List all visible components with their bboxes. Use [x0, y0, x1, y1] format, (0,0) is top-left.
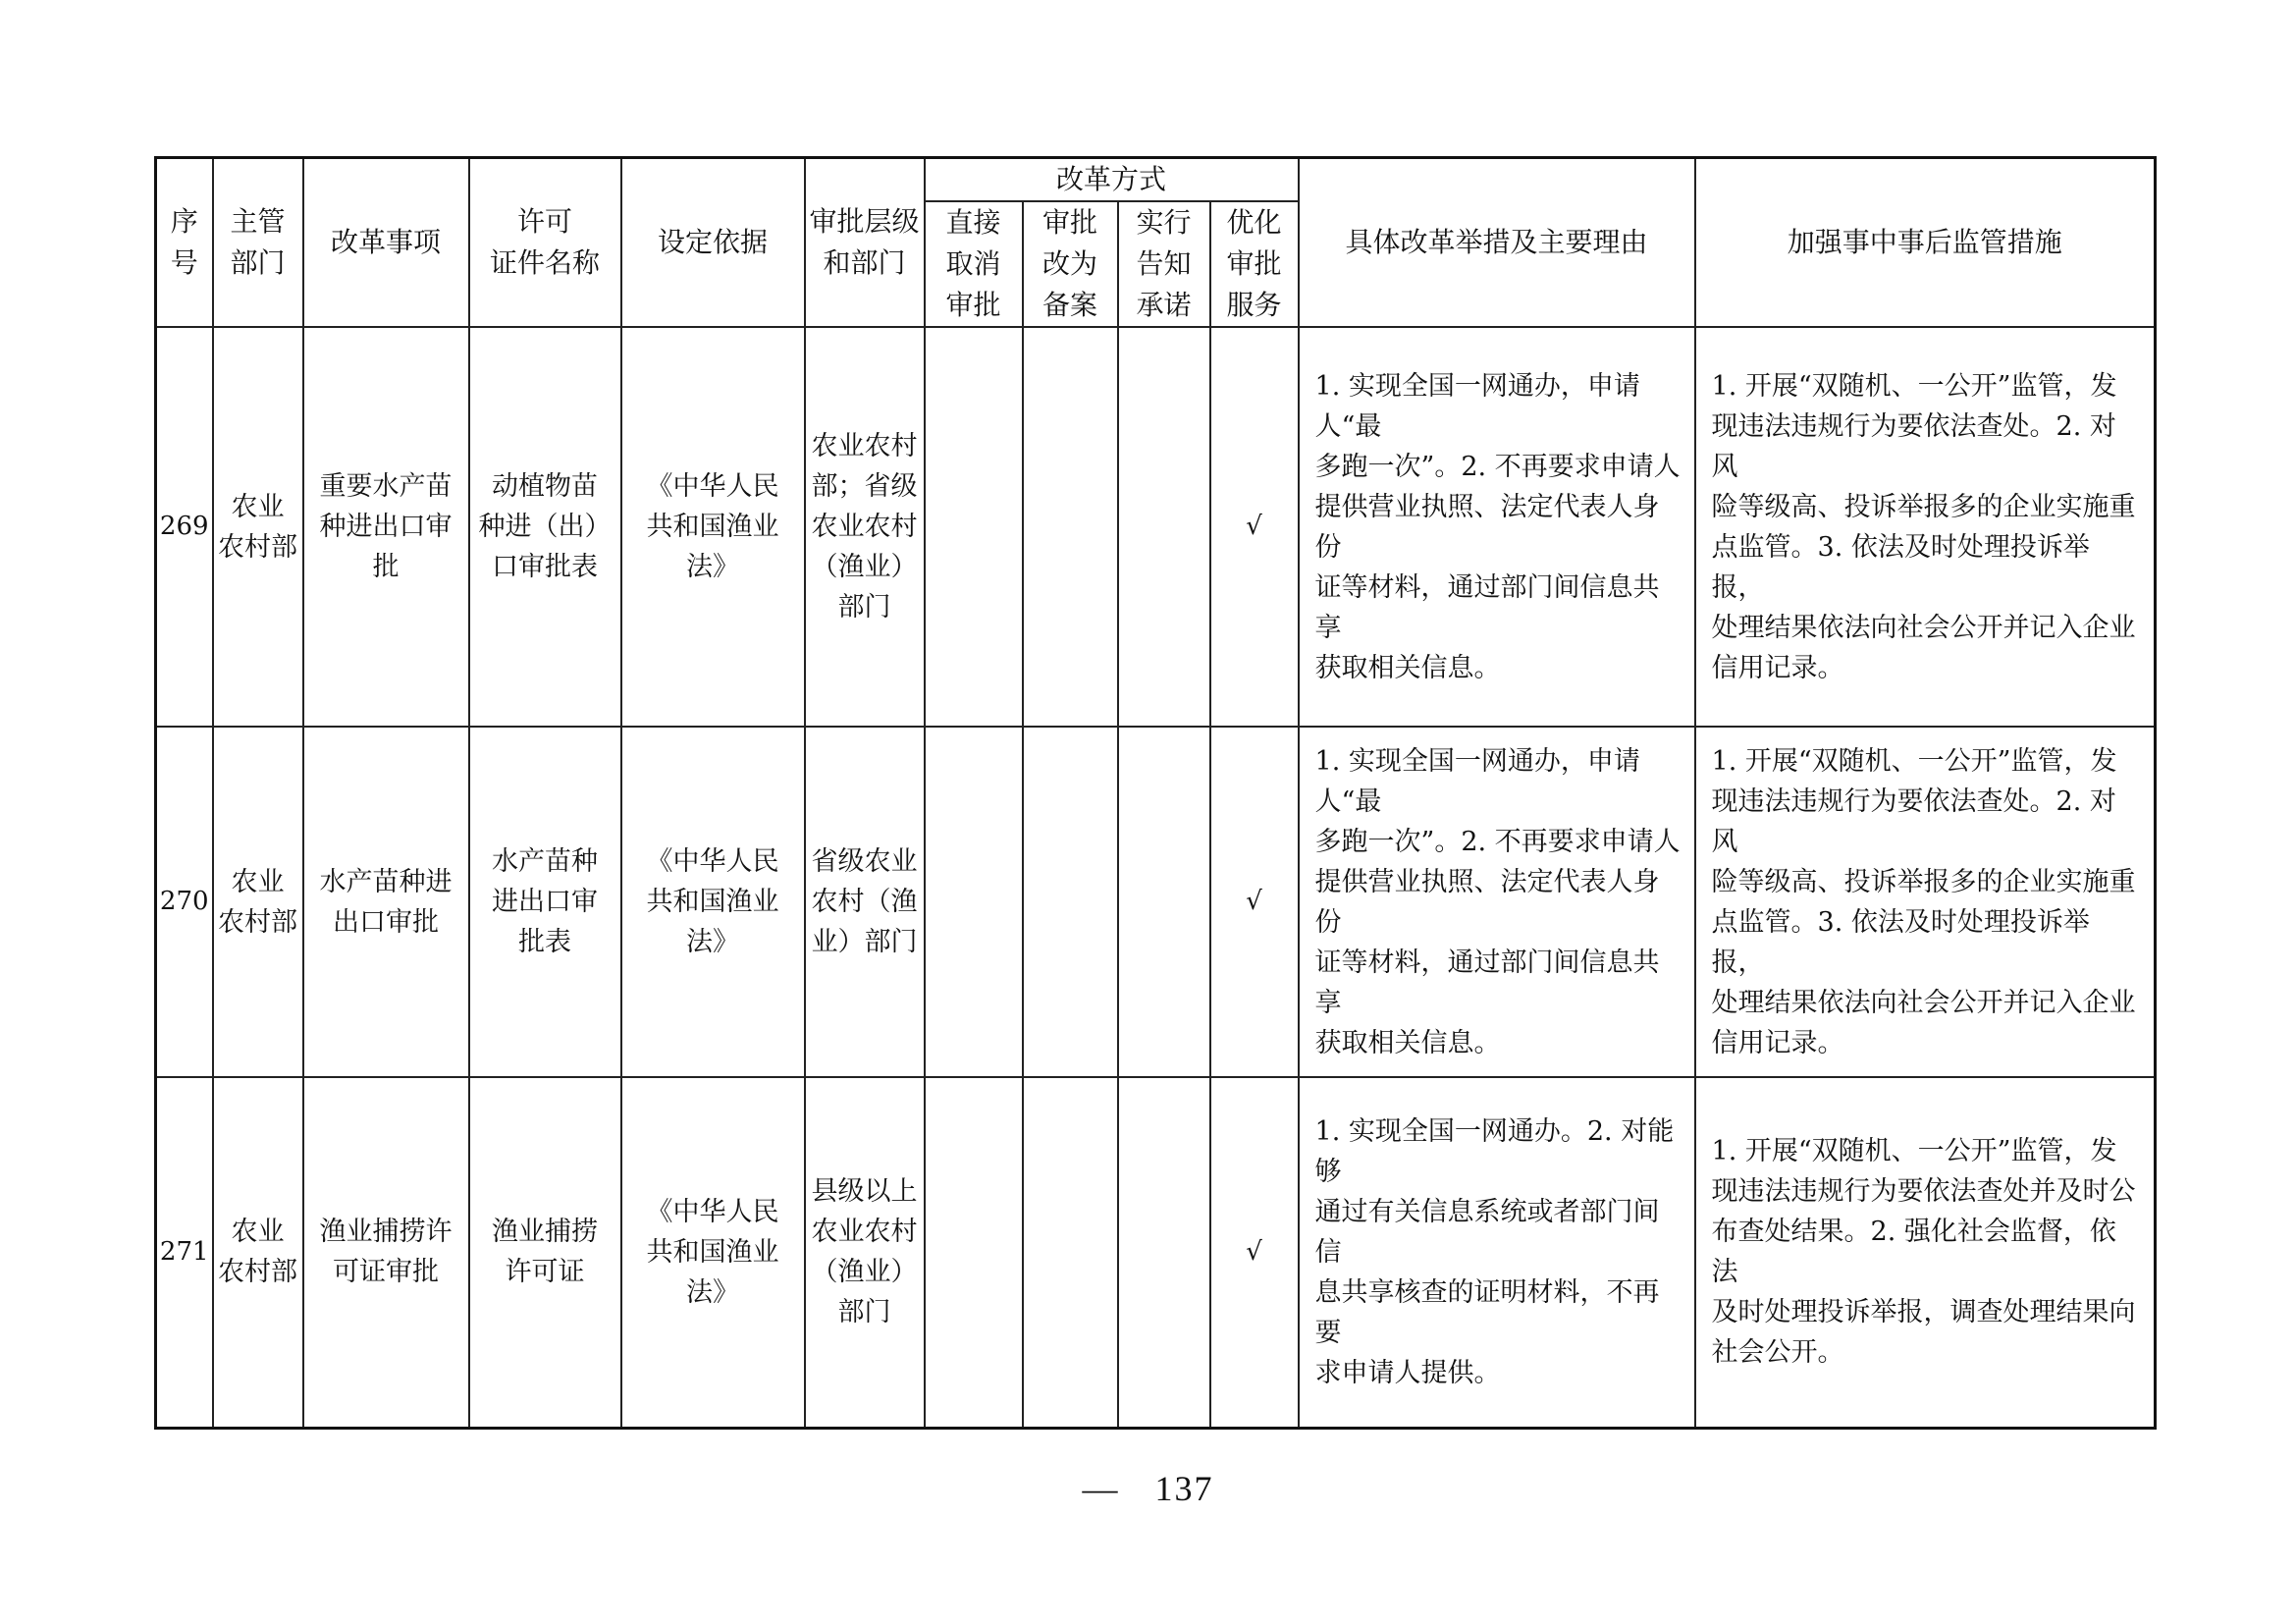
header-direct-cancel: 直接 取消 审批	[925, 201, 1023, 327]
header-reform-method: 改革方式	[925, 158, 1299, 202]
row-dept: 农业 农村部	[213, 727, 303, 1077]
row-license: 渔业捕捞 许可证	[469, 1077, 621, 1428]
row-seq: 271	[156, 1077, 213, 1428]
row-supervision: 1. 开展“双随机、一公开”监管，发 现违法违规行为要依法查处并及时公 布查处结果。2. 强化社会监督，依法 及时处理投诉举报，调查处理结果向 社会公开。	[1695, 1077, 2156, 1428]
table-row	[156, 1077, 2156, 1428]
page-footer	[0, 1468, 2296, 1509]
row-level: 省级农业 农村（渔 业）部门	[805, 727, 925, 1077]
row-item: 水产苗种进 出口审批	[303, 727, 469, 1077]
row-measures: 1. 实现全国一网通办，申请人“最 多跑一次”。2. 不再要求申请人 提供营业执照、法定代表人身份 证等材料，通过部门间信息共享 获取相关信息。	[1299, 727, 1695, 1077]
table-row	[156, 327, 2156, 727]
header-item: 改革事项	[303, 158, 469, 328]
reform-table	[154, 156, 2157, 1430]
row-dept: 农业 农村部	[213, 327, 303, 727]
header-license: 许可 证件名称	[469, 158, 621, 328]
row-direct-cancel	[925, 727, 1023, 1077]
row-direct-cancel	[925, 327, 1023, 727]
row-to-record	[1023, 1077, 1118, 1428]
row-basis: 《中华人民 共和国渔业 法》	[621, 327, 805, 727]
row-supervision: 1. 开展“双随机、一公开”监管，发 现违法违规行为要依法查处。2. 对风 险等级高、投诉举报多的企业实施重 点监管。3. 依法及时处理投诉举报， 处理结果依法向社会公开并记入企业 信用记录。	[1695, 327, 2156, 727]
page-number: 137	[1154, 1469, 1214, 1508]
row-item: 渔业捕捞许 可证审批	[303, 1077, 469, 1428]
row-to-record	[1023, 327, 1118, 727]
header-supervision: 加强事中事后监管措施	[1695, 158, 2156, 328]
header-dept: 主管 部门	[213, 158, 303, 328]
row-supervision: 1. 开展“双随机、一公开”监管，发 现违法违规行为要依法查处。2. 对风 险等级高、投诉举报多的企业实施重 点监管。3. 依法及时处理投诉举报， 处理结果依法向社会公开并记入企业 信用记录。	[1695, 727, 2156, 1077]
row-optimize-check: √	[1210, 727, 1299, 1077]
row-license: 动植物苗 种进（出） 口审批表	[469, 327, 621, 727]
row-notify-commit	[1118, 1077, 1210, 1428]
row-license: 水产苗种 进出口审 批表	[469, 727, 621, 1077]
row-to-record	[1023, 727, 1118, 1077]
row-measures: 1. 实现全国一网通办。2. 对能够 通过有关信息系统或者部门间信 息共享核查的证明材料，不再要 求申请人提供。	[1299, 1077, 1695, 1428]
row-dept: 农业 农村部	[213, 1077, 303, 1428]
row-optimize-check: √	[1210, 1077, 1299, 1428]
row-item: 重要水产苗 种进出口审 批	[303, 327, 469, 727]
row-level: 农业农村 部；省级 农业农村 （渔业） 部门	[805, 327, 925, 727]
header-row-top	[156, 158, 2156, 202]
row-basis: 《中华人民 共和国渔业 法》	[621, 727, 805, 1077]
header-optimize: 优化 审批 服务	[1210, 201, 1299, 327]
row-seq: 269	[156, 327, 213, 727]
row-measures: 1. 实现全国一网通办，申请人“最 多跑一次”。2. 不再要求申请人 提供营业执照、法定代表人身份 证等材料，通过部门间信息共享 获取相关信息。	[1299, 327, 1695, 727]
row-direct-cancel	[925, 1077, 1023, 1428]
header-level: 审批层级 和部门	[805, 158, 925, 328]
header-basis: 设定依据	[621, 158, 805, 328]
row-seq: 270	[156, 727, 213, 1077]
row-optimize-check: √	[1210, 327, 1299, 727]
header-to-record: 审批 改为 备案	[1023, 201, 1118, 327]
row-basis: 《中华人民 共和国渔业 法》	[621, 1077, 805, 1428]
row-notify-commit	[1118, 727, 1210, 1077]
table-row	[156, 727, 2156, 1077]
footer-dash: —	[1082, 1469, 1120, 1508]
row-notify-commit	[1118, 327, 1210, 727]
header-notify-commit: 实行 告知 承诺	[1118, 201, 1210, 327]
header-seq: 序 号	[156, 158, 213, 328]
row-level: 县级以上 农业农村 （渔业） 部门	[805, 1077, 925, 1428]
header-measures: 具体改革举措及主要理由	[1299, 158, 1695, 328]
